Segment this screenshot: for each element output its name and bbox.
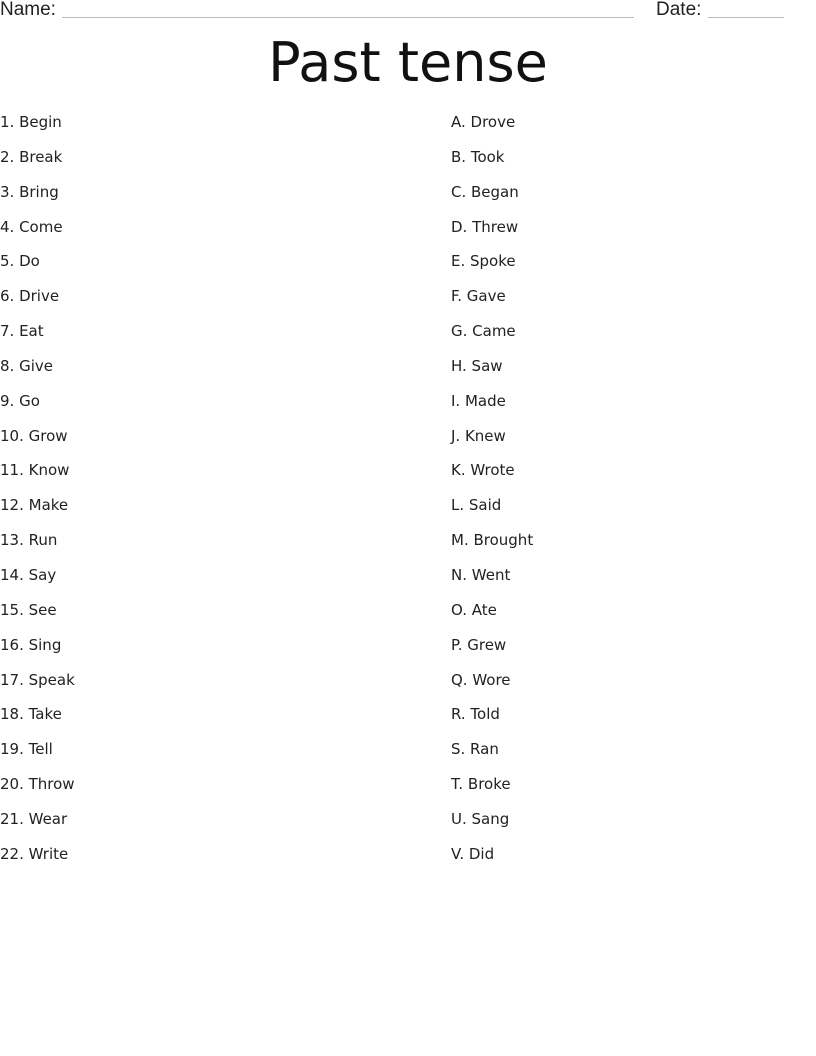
word-item: 4. Come [0, 217, 63, 236]
answer-item: G. Came [451, 322, 516, 341]
answer-item: N. Went [451, 565, 511, 584]
answer-item: S. Ran [451, 740, 499, 759]
word-item: 21. Wear [0, 809, 68, 828]
date-blank-line[interactable] [708, 17, 784, 18]
word-item: 10. Grow [0, 426, 68, 445]
answer-item: B. Took [451, 147, 505, 166]
word-item: 20. Throw [0, 775, 75, 794]
word-item: 15. See [0, 600, 57, 619]
word-item: 12. Make [0, 496, 69, 515]
word-item: 8. Give [0, 356, 53, 375]
word-item: 11. Know [0, 461, 70, 480]
word-item: 18. Take [0, 705, 62, 724]
answer-item: V. Did [451, 844, 495, 863]
word-item: 17. Speak [0, 670, 75, 689]
word-list [0, 111, 400, 878]
word-item: 13. Run [0, 531, 58, 550]
answer-item: C. Began [451, 182, 519, 201]
answer-item: D. Threw [451, 217, 519, 236]
answer-item: U. Sang [451, 809, 510, 828]
answer-item: K. Wrote [451, 461, 515, 480]
answer-item: I. Made [451, 391, 506, 410]
name-date-header [0, 0, 816, 22]
answer-item: F. Gave [451, 287, 506, 306]
word-item: 6. Drive [0, 287, 60, 306]
answer-item: O. Ate [451, 600, 497, 619]
answer-item: A. Drove [451, 113, 516, 131]
name-label: Name: [0, 0, 56, 20]
answer-item: M. Brought [451, 531, 534, 550]
answer-item: T. Broke [451, 775, 511, 794]
name-blank-line[interactable] [62, 17, 634, 18]
word-item: 22. Write [0, 844, 69, 863]
date-label: Date: [656, 0, 702, 20]
answer-item: P. Grew [451, 635, 507, 654]
word-item: 14. Say [0, 565, 57, 584]
word-item: 7. Eat [0, 322, 44, 341]
answer-item: H. Saw [451, 356, 503, 375]
word-item: 3. Bring [0, 182, 59, 201]
answer-item: J. Knew [451, 426, 506, 445]
word-item: 19. Tell [0, 740, 53, 759]
page-title: Past tense [268, 31, 548, 94]
answer-item: E. Spoke [451, 252, 516, 271]
word-item: 16. Sing [0, 635, 62, 654]
answer-item: L. Said [451, 496, 502, 515]
word-item: 1. Begin [0, 113, 62, 131]
answer-item: Q. Wore [451, 670, 511, 689]
answer-item: R. Told [451, 705, 500, 724]
word-item: 2. Break [0, 147, 63, 166]
answer-list [451, 111, 791, 878]
word-item: 5. Do [0, 252, 40, 271]
word-item: 9. Go [0, 391, 40, 410]
